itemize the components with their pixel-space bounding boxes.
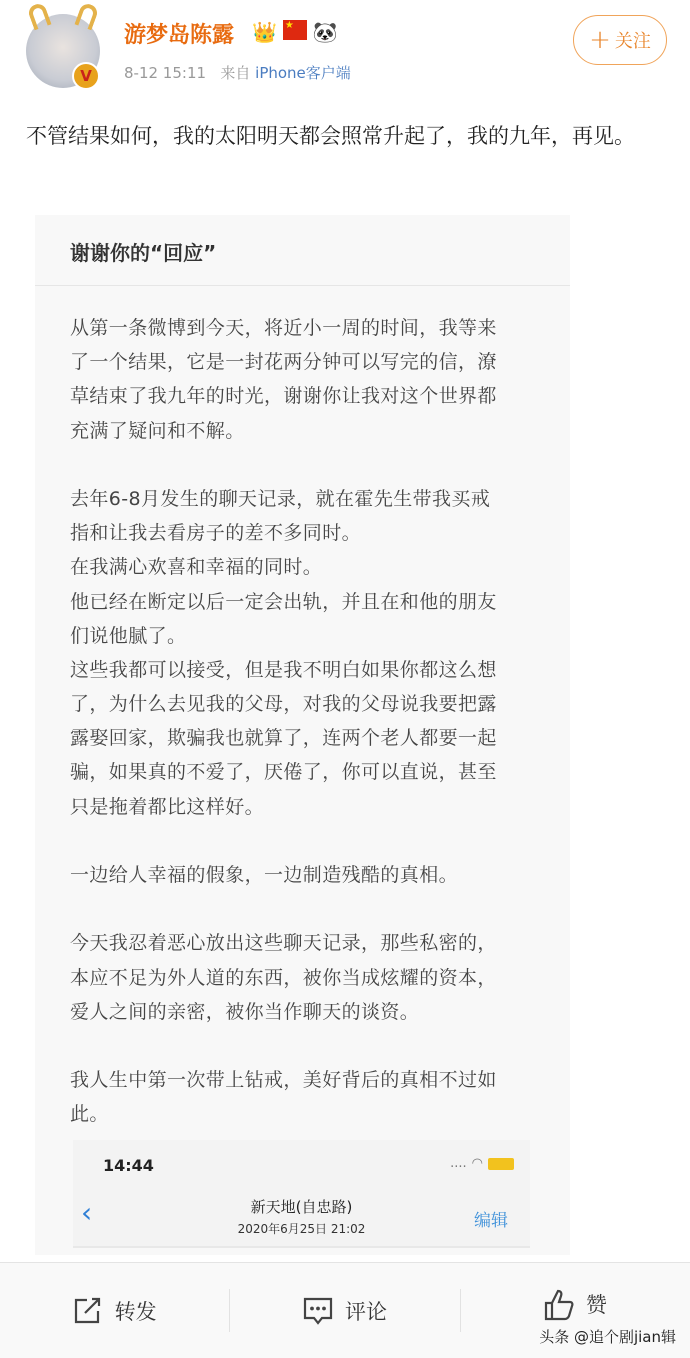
letter-title: 谢谢你的“回应” <box>70 241 217 265</box>
chat-screenshot <box>73 1140 530 1248</box>
letter-line: 骗，如果真的不爱了，厌倦了，你可以直说，甚至 <box>70 761 497 784</box>
letter-line <box>70 892 497 926</box>
repost-icon <box>73 1297 103 1325</box>
watermark: 头条 @追个剧jian辑 <box>539 1328 676 1346</box>
letter-line: 本应不足为外人道的东西，被你当成炫耀的资本， <box>70 966 497 989</box>
back-icon: ‹ <box>81 1196 93 1229</box>
plus-icon: + <box>589 25 611 55</box>
letter-line: 今天我忍着恶心放出这些聊天记录，那些私密的， <box>70 932 497 955</box>
battery-icon <box>488 1158 514 1170</box>
chat-title: 新天地(自忠路) <box>250 1198 353 1216</box>
letter-line: 指和让我去看房子的差不多同时。 <box>70 522 362 545</box>
follow-label: 关注 <box>614 31 651 52</box>
source-link[interactable]: iPhone客户端 <box>255 64 351 82</box>
letter-line: 他已经在断定以后一定会出轨，并且在和他的朋友 <box>70 590 497 613</box>
letter-line: 这些我都可以接受，但是我不明白如果你都这么想 <box>70 658 497 681</box>
like-label: 赞 <box>585 1293 607 1317</box>
letter-line: 露娶回家，欺骗我也就算了，连两个老人都要一起 <box>70 727 497 750</box>
letter-line: 爱人之间的亲密，被你当作聊天的谈资。 <box>70 1000 420 1023</box>
china-flag-icon[interactable]: ★ <box>283 20 307 40</box>
letter-line: 充满了疑问和不解。 <box>70 419 245 442</box>
letter-line: 我人生中第一次带上钻戒，美好背后的真相不过如 <box>70 1069 497 1092</box>
letter-image[interactable] <box>35 215 570 1255</box>
wifi-icon: ◠ <box>471 1156 483 1171</box>
comment-icon <box>303 1296 333 1326</box>
verified-badge: V <box>72 62 100 90</box>
chat-date: 2020年6月25日 21:02 <box>237 1222 366 1236</box>
letter-line: 在我满心欢喜和幸福的同时。 <box>70 556 323 579</box>
letter-body <box>70 311 497 1132</box>
letter-line: 从第一条微博到今天，将近小一周的时间，我等来 <box>70 317 497 339</box>
username[interactable]: 游梦岛陈露 <box>124 23 235 48</box>
letter-line: 只是拖着都比这样好。 <box>70 795 265 818</box>
follow-button[interactable] <box>573 15 667 65</box>
letter-line: 草结束了我九年的时光，谢谢你让我对这个世界都 <box>70 385 497 408</box>
post-time: 8-12 15:11 <box>124 64 207 82</box>
phone-time: 14:44 <box>103 1156 154 1175</box>
letter-line: 了，为什么去见我的父母，对我的父母说我要把露 <box>70 693 497 716</box>
edit-label: 编辑 <box>474 1211 508 1231</box>
letter-line <box>70 1029 497 1063</box>
divider <box>35 285 570 286</box>
repost-button[interactable] <box>0 1263 229 1358</box>
post-text: 不管结果如何，我的太阳明天都会照常升起了，我的九年，再见。 <box>26 124 635 148</box>
source-prefix: 来自 <box>220 64 251 82</box>
panda-icon[interactable]: 🐼 <box>312 20 338 44</box>
thumbs-up-icon <box>544 1289 574 1321</box>
letter-line: 此。 <box>70 1103 109 1126</box>
letter-line <box>70 824 497 858</box>
signal-icon: .... <box>450 1156 467 1171</box>
letter-line: 了一个结果，它是一封花两分钟可以写完的信，潦 <box>70 351 497 374</box>
letter-line: 去年6-8月发生的聊天记录，就在霍先生带我买戒 <box>70 487 491 510</box>
letter-line <box>70 448 497 482</box>
comment-button[interactable] <box>230 1263 459 1358</box>
letter-line: 们说他腻了。 <box>70 624 187 647</box>
crown-icon[interactable]: 👑 <box>252 20 277 44</box>
letter-line: 一边给人幸福的假象，一边制造残酷的真相。 <box>70 864 459 886</box>
repost-label: 转发 <box>114 1299 157 1324</box>
comment-label: 评论 <box>344 1299 387 1324</box>
